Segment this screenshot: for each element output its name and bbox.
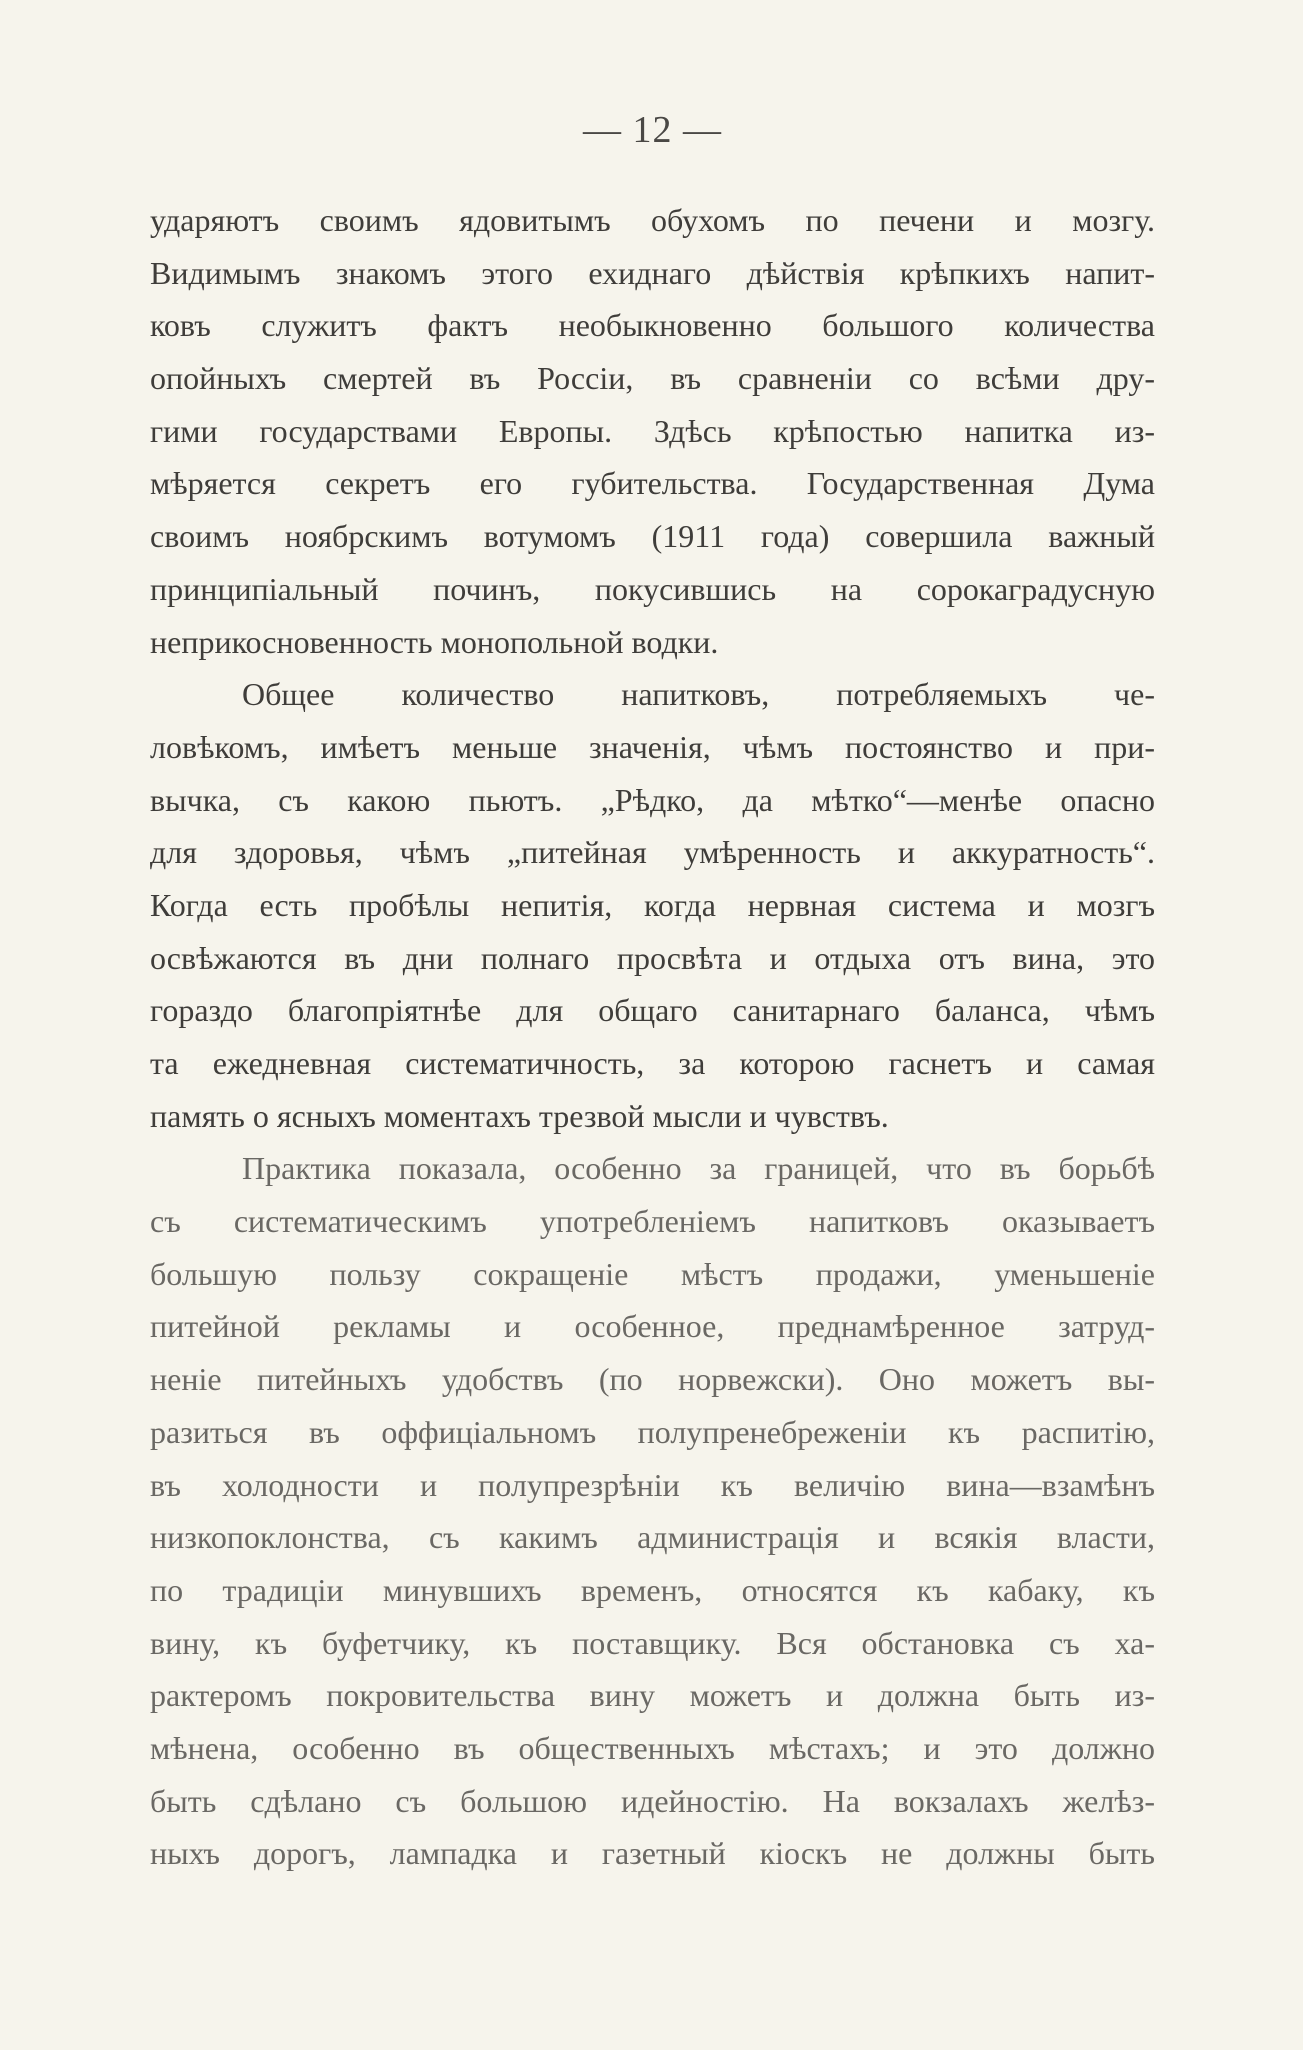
text-line: мѣряется секретъ его губительства. Государственная Дума xyxy=(150,465,1155,502)
text-line: ныхъ дорогъ, лампадка и газетный кіоскъ не должны быть xyxy=(150,1835,1155,1872)
text-line: неприкосновенность монопольной водки. xyxy=(150,623,719,660)
text-line: быть сдѣлано съ большою идейностію. На вокзалахъ желѣз- xyxy=(150,1782,1155,1819)
text-line: рактеромъ покровительства вину можетъ и должна быть из- xyxy=(150,1677,1155,1714)
text-line: опойныхъ смертей въ Россіи, въ сравненіи со всѣми дру- xyxy=(150,360,1155,397)
text-line: вину, къ буфетчику, къ поставщику. Вся обстановка съ ха- xyxy=(150,1624,1155,1661)
text-line: Практика показала, особенно за границей, что въ борьбѣ xyxy=(242,1150,1155,1187)
text-line: низкопоклонства, съ какимъ администрація и всякія власти, xyxy=(150,1519,1155,1556)
text-line: вычка, съ какою пьютъ. „Рѣдко, да мѣтко“—менѣе опасно xyxy=(150,781,1155,818)
text-line: Общее количество напитковъ, потребляемыхъ че- xyxy=(242,676,1155,713)
text-line: по традиціи минувшихъ временъ, относятся къ кабаку, къ xyxy=(150,1571,1155,1608)
paragraph-3 xyxy=(150,1142,1155,1880)
text-line: гораздо благопріятнѣе для общаго санитарнаго баланса, чѣмъ xyxy=(150,992,1155,1029)
body-text xyxy=(150,194,1155,1880)
text-line: ловѣкомъ, имѣетъ меньше значенія, чѣмъ постоянство и при- xyxy=(150,728,1155,765)
text-line: мѣнена, особенно въ общественныхъ мѣстахъ; и это должно xyxy=(150,1729,1155,1766)
text-line: та ежедневная систематичность, за которою гаснетъ и самая xyxy=(150,1045,1155,1081)
text-line: съ систематическимъ употребленіемъ напитковъ оказываетъ xyxy=(150,1203,1155,1240)
text-line: память о ясныхъ моментахъ трезвой мысли и чувствъ. xyxy=(150,1097,889,1134)
text-line: неніе питейныхъ удобствъ (по норвежски). Оно можетъ вы- xyxy=(150,1361,1155,1398)
text-line: Когда есть пробѣлы непитія, когда нервная система и мозгъ xyxy=(150,886,1155,923)
text-line: разиться въ оффиціальномъ полупренебреженіи къ распитію, xyxy=(150,1413,1155,1450)
paragraph-1 xyxy=(150,194,1155,668)
paragraph-2 xyxy=(150,668,1155,1142)
text-line: въ холодности и полупрезрѣніи къ величію вина—взамѣнъ xyxy=(150,1466,1155,1503)
text-line: большую пользу сокращеніе мѣстъ продажи, уменьшеніе xyxy=(150,1255,1155,1292)
text-line: ударяютъ своимъ ядовитымъ обухомъ по печени и мозгу. xyxy=(150,202,1155,238)
text-line: гими государствами Европы. Здѣсь крѣпостью напитка из- xyxy=(150,412,1155,449)
text-line: освѣжаются въ дни полнаго просвѣта и отдыха отъ вина, это xyxy=(150,939,1155,976)
page-number: — 12 — xyxy=(583,109,722,151)
text-line: для здоровья, чѣмъ „питейная умѣренность и аккуратность“. xyxy=(150,834,1155,871)
text-line: своимъ ноябрскимъ вотумомъ (1911 года) совершила важный xyxy=(150,518,1155,555)
text-line: ковъ служитъ фактъ необыкновенно большого количества xyxy=(150,307,1155,344)
text-line: питейной рекламы и особенное, преднамѣренное затруд- xyxy=(150,1308,1155,1345)
text-line: Видимымъ знакомъ этого ехиднаго дѣйствія крѣпкихъ напит- xyxy=(150,254,1155,291)
text-line: принципіальный починъ, покусившись на сорокаградусную xyxy=(150,570,1155,607)
